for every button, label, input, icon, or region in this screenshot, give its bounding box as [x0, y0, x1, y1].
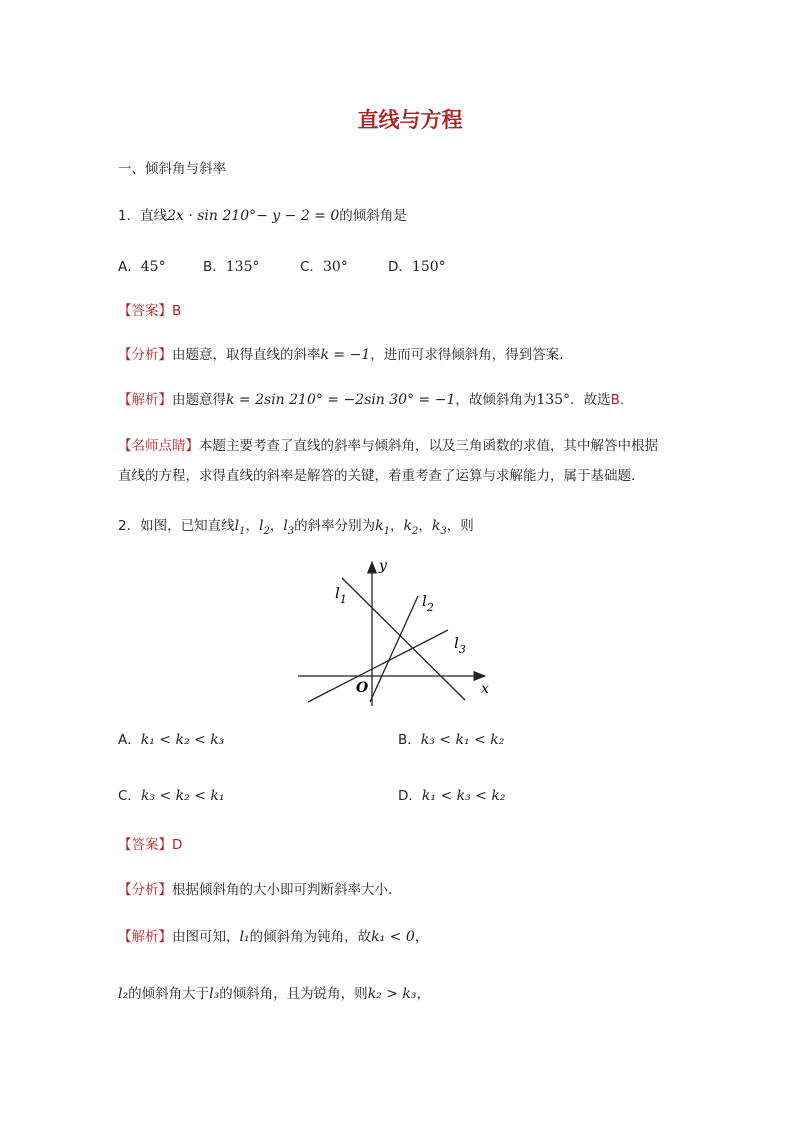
- stem-suffix: 的倾斜角是: [339, 208, 407, 224]
- line-l3-path: [308, 630, 448, 702]
- slope-k1-letter: k: [375, 518, 384, 534]
- solution-text: 由图可知，: [172, 929, 240, 945]
- comment-tag: 【名师点睛】: [118, 438, 199, 454]
- equation: 2x · sin 210°− y − 2 = 0: [167, 208, 340, 224]
- slope-k2-sub: 2: [412, 525, 419, 537]
- slope-k1: [375, 518, 391, 537]
- option-a-expr: k₁ < k₂ < k₃: [140, 732, 225, 748]
- answer-value: D: [172, 837, 183, 853]
- analysis-text: 根据倾斜角的大小即可判断斜率大小．: [172, 882, 402, 898]
- question-number: 2．: [118, 518, 141, 534]
- solution-end: ，: [414, 929, 429, 945]
- solution-choice: B: [610, 392, 620, 408]
- option-c: [300, 258, 348, 276]
- question-number: 1．: [118, 208, 141, 224]
- analysis-formula: k = −1: [320, 347, 371, 363]
- option-a: [118, 731, 224, 749]
- label-l1-letter: l: [335, 584, 340, 602]
- stem-post: ，则: [446, 518, 474, 534]
- question-1-stem: [118, 207, 407, 225]
- label-l1-sub: 1: [339, 593, 347, 606]
- option-a-label: A．: [118, 259, 141, 275]
- analysis-text-end: ，进而可求得倾斜角，得到答案．: [370, 347, 573, 363]
- solution-1: [118, 391, 624, 409]
- line-l3: [283, 518, 295, 537]
- comment-text: 本题主要考查了直线的斜率与倾斜角，以及三角函数的求值，其中解答中根据: [199, 438, 658, 454]
- answer-tag: 【答案】: [118, 837, 172, 853]
- line2-formula: k₂ > k₃: [367, 986, 417, 1002]
- solution-text-mid: ，故倾斜角为: [455, 392, 537, 408]
- option-c: [118, 787, 225, 805]
- solution-end: .: [619, 392, 625, 408]
- stem-mid: 的斜率分别为: [294, 518, 376, 534]
- section-heading: 一、倾斜角与斜率: [118, 161, 226, 177]
- option-d: [388, 258, 446, 276]
- stem-prefix: 直线: [140, 208, 168, 224]
- answer-tag: 【答案】: [118, 303, 172, 319]
- solution-2-line2: [118, 985, 430, 1003]
- answer-value: B: [172, 303, 182, 319]
- solution-2-line1: [118, 928, 428, 946]
- solution-text: 由题意得: [172, 392, 226, 408]
- page-title: 直线与方程: [357, 107, 463, 132]
- option-d-value: 150°: [411, 259, 446, 275]
- slope-k1-sub: 1: [383, 525, 391, 537]
- slope-k2-letter: k: [403, 518, 413, 534]
- line-l2: [258, 518, 270, 537]
- option-a-value: 45°: [140, 259, 166, 275]
- line-l3-letter: l: [283, 518, 288, 534]
- analysis-tag: 【分析】: [118, 882, 172, 898]
- option-b: [203, 258, 260, 276]
- solution-l1: l₁: [239, 929, 250, 945]
- analysis-2: [118, 881, 402, 899]
- line-l1-letter: l: [234, 518, 240, 534]
- separator: ，: [390, 518, 404, 534]
- solution-tag: 【解析】: [118, 392, 172, 408]
- option-b-label: B．: [203, 259, 226, 275]
- analysis-text: 由题意，取得直线的斜率: [172, 347, 321, 363]
- question-2-stem: [118, 517, 474, 541]
- comment-1-line2: 直线的方程，求得直线的斜率是解答的关键，着重考查了运算与求解能力，属于基础题．: [118, 468, 645, 484]
- solution-formula: k = 2sin 210° = −2sin 30° = −1: [226, 392, 456, 408]
- option-b-label: B．: [398, 732, 421, 748]
- line2-l3: l₃: [209, 986, 220, 1002]
- slope-k3: [431, 518, 447, 537]
- solution-tag: 【解析】: [118, 929, 172, 945]
- option-d: [398, 787, 505, 805]
- option-d-label: D．: [388, 259, 412, 275]
- answer-2: [118, 836, 182, 854]
- option-c-label: C．: [118, 788, 141, 804]
- option-c-label: C．: [300, 259, 323, 275]
- x-axis-label: x: [481, 681, 489, 697]
- label-l2: [422, 592, 434, 614]
- label-l1: [335, 584, 347, 606]
- answer-1: [118, 302, 181, 320]
- line2-text-2: 的倾斜角，且为锐角，则: [219, 986, 368, 1002]
- option-a: [118, 258, 166, 276]
- option-c-expr: k₃ < k₂ < k₁: [140, 788, 225, 804]
- line-l3-sub: 3: [287, 525, 295, 537]
- separator: ，: [418, 518, 432, 534]
- lines-figure: [290, 556, 500, 708]
- solution-formula: k₁ < 0: [371, 929, 415, 945]
- slope-k2: [403, 518, 419, 537]
- option-d-label: D．: [398, 788, 422, 804]
- label-l2-sub: 2: [426, 601, 434, 614]
- line-l2-sub: 2: [263, 525, 270, 537]
- option-b-value: 135°: [225, 259, 260, 275]
- option-b: [398, 731, 504, 749]
- comment-1-line1: [118, 437, 658, 455]
- line2-end: ，: [416, 986, 431, 1002]
- analysis-1: [118, 346, 573, 364]
- y-axis-label: y: [379, 558, 387, 574]
- option-d-expr: k₁ < k₃ < k₂: [421, 788, 506, 804]
- solution-text-mid: 的倾斜角为钝角，故: [249, 929, 372, 945]
- line-l1-sub: 1: [239, 525, 246, 537]
- line2-text-1: 的倾斜角大于: [128, 986, 210, 1002]
- label-l3: [454, 634, 466, 656]
- slope-k3-sub: 3: [440, 525, 447, 537]
- stem-prefix: 如图，已知直线: [140, 518, 235, 534]
- solution-angle: 135°: [536, 392, 571, 408]
- analysis-tag: 【分析】: [118, 347, 172, 363]
- separator: ，: [269, 518, 284, 534]
- label-l3-letter: l: [454, 634, 459, 652]
- option-b-expr: k₃ < k₁ < k₂: [420, 732, 505, 748]
- label-l3-sub: 3: [458, 643, 466, 656]
- solution-text-post: ．故选: [570, 392, 611, 408]
- slope-k3-letter: k: [431, 518, 441, 534]
- option-a-label: A．: [118, 732, 141, 748]
- line2-l2: l₂: [118, 986, 129, 1002]
- label-l2-letter: l: [422, 592, 427, 610]
- option-c-value: 30°: [322, 259, 348, 275]
- line-l1: [234, 518, 246, 537]
- separator: ，: [245, 518, 259, 534]
- origin-label: O: [356, 680, 369, 696]
- line-l2-letter: l: [258, 518, 264, 534]
